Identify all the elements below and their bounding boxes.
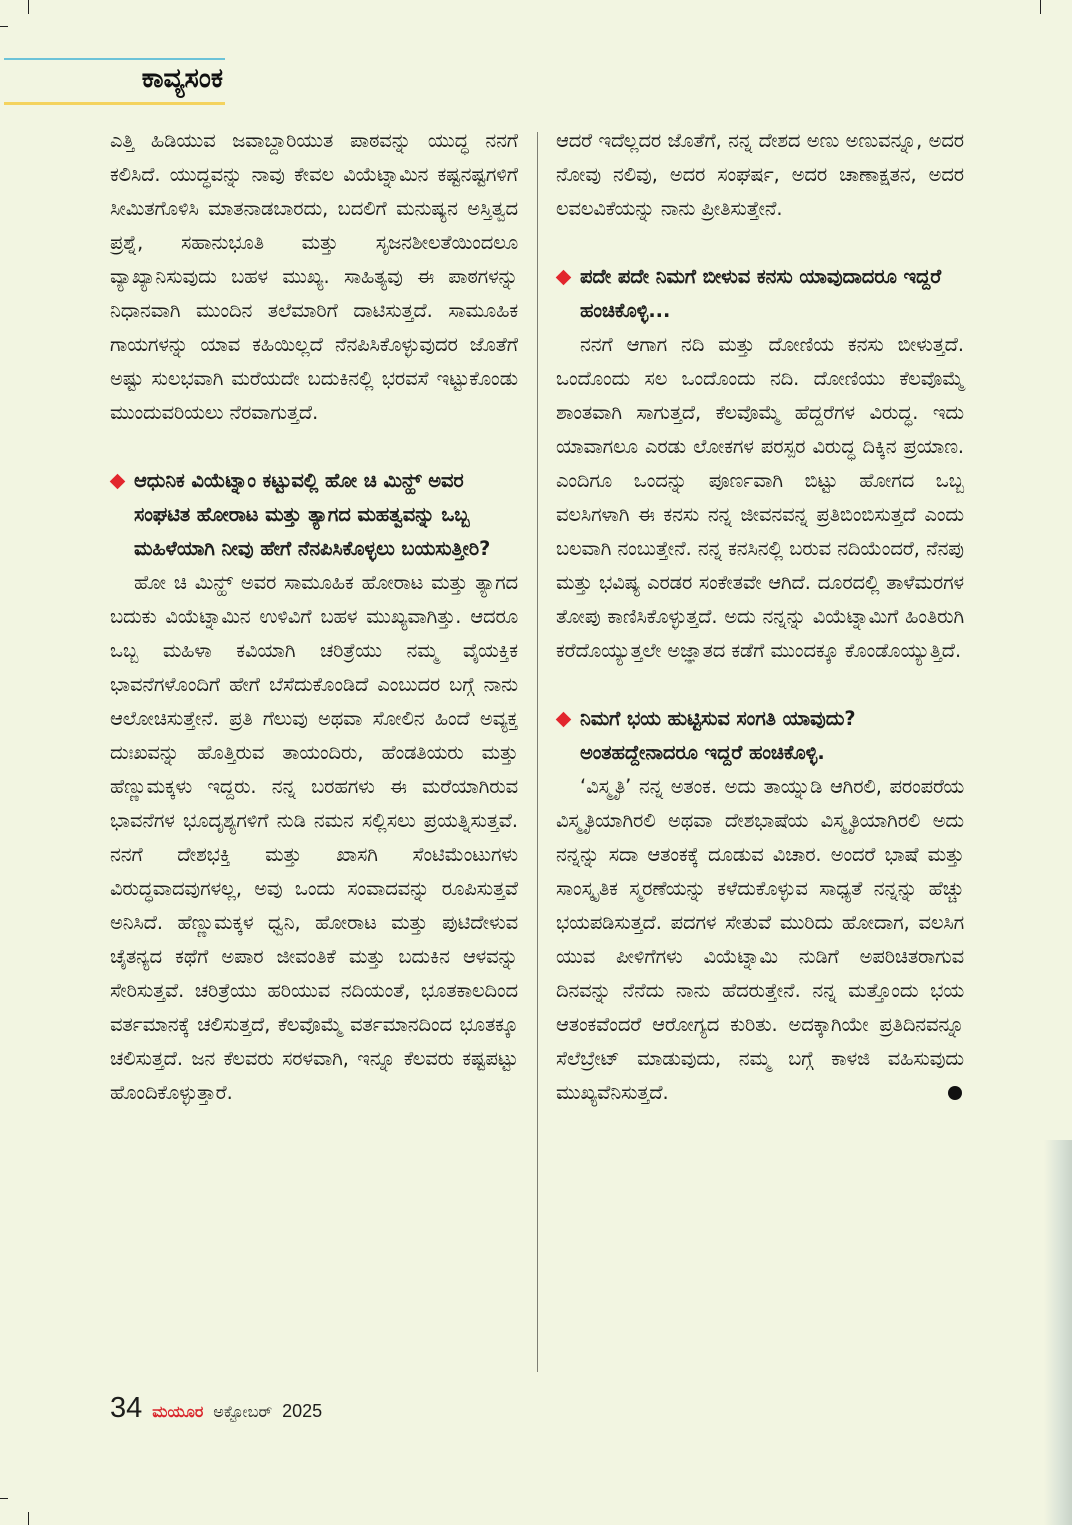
question-3 <box>556 702 964 770</box>
right-paragraph-1: ಆದರೆ ಇದೆಲ್ಲದರ ಜೊತೆಗೆ, ನನ್ನ ದೇಶದ ಅಣು ಅಣುವನ್ನೂ, ಅದರ ನೋವು ನಲಿವು, ಅದರ ಸಂಘರ್ಷ, ಅದರ ಚಾಣಾಕ್ಷತನ, ಅದರ ಲವಲವಿಕೆಯನ್ನು ನಾನು ಪ್ರೀತಿಸುತ್ತೇನೆ. <box>556 129 964 220</box>
crop-mark-left-lower <box>0 1498 8 1499</box>
answer-1: ಹೋ ಚಿ ಮಿನ್ಹ್ ಅವರ ಸಾಮೂಹಿಕ ಹೋರಾಟ ಮತ್ತು ತ್ಯಾಗದ ಬದುಕು ವಿಯೆಟ್ನಾಮಿನ ಉಳಿವಿಗೆ ಬಹಳ ಮುಖ್ಯವಾಗಿತ್ತು. ಆದರೂ ಒಬ್ಬ ಮಹಿಳಾ ಕವಿಯಾಗಿ ಚರಿತ್ರೆಯು ನಮ್ಮ ವೈಯಕ್ತಿಕ ಭಾವನೆಗಳೊಂದಿಗೆ ಹೇಗೆ ಬೆಸೆದುಕೊಂಡಿದೆ ಎಂಬುದರ ಬಗ್ಗೆ ನಾನು ಆಲೋಚಿಸುತ್ತೇನೆ. ಪ್ರತಿ ಗೆಲುವು ಅಥವಾ ಸೋಲಿನ ಹಿಂದೆ ಅವ್ಯಕ್ತ ದುಃಖವನ್ನು ಹೊತ್ತಿರುವ ತಾಯಂದಿರು, ಹೆಂಡತಿಯರು ಮತ್ತು ಹೆಣ್ಣುಮಕ್ಕಳು ಇದ್ದರು. ನನ್ನ ಬರಹಗಳು ಈ ಮರೆಯಾಗಿರುವ ಭಾವನೆಗಳ ಭೂದೃಶ್ಯಗಳಿಗೆ ನುಡಿ ನಮನ ಸಲ್ಲಿಸಲು ಪ್ರಯತ್ನಿಸುತ್ತವೆ. ನನಗೆ ದೇಶಭಕ್ತಿ ಮತ್ತು ಖಾಸಗಿ ಸೆಂಟಿಮೆಂಟುಗಳು ವಿರುದ್ಧವಾದವುಗಳಲ್ಲ, ಅವು ಒಂದು ಸಂವಾದವನ್ನು ರೂಪಿಸುತ್ತವೆ ಅನಿಸಿದೆ. ಹೆಣ್ಣುಮಕ್ಕಳ ಧ್ವನಿ, ಹೋರಾಟ ಮತ್ತು ಪುಟಿದೇಳುವ ಚೈತನ್ಯದ ಕಥೆಗೆ ಅಪಾರ ಜೀವಂತಿಕೆ ಮತ್ತು ಬದುಕಿನ ಆಳವನ್ನು ಸೇರಿಸುತ್ತವೆ. ಚರಿತ್ರೆಯು ಹರಿಯುವ ನದಿಯಂತೆ, ಭೂತಕಾಲದಿಂದ ವರ್ತಮಾನಕ್ಕೆ ಚಲಿಸುತ್ತದೆ, ಕೆಲವೊಮ್ಮೆ ವರ್ತಮಾನದಿಂದ ಭೂತಕ್ಕೂ ಚಲಿಸುತ್ತದೆ. ಜನ ಕೆಲವರು ಸರಳವಾಗಿ, ಇನ್ನೂ ಕೆಲವರು ಕಷ್ಟಪಟ್ಟು ಹೊಂದಿಕೊಳ್ಳುತ್ತಾರೆ. <box>110 571 518 1104</box>
question-2 <box>556 260 964 328</box>
page-edge-shadow <box>1044 1140 1072 1525</box>
page-footer <box>110 1392 322 1425</box>
answer-3 <box>556 770 964 1110</box>
red-diamond-bullet-icon <box>556 270 572 286</box>
magazine-name: ಮಯೂರ <box>152 1402 204 1421</box>
answer-3-text: ‘ವಿಸ್ಮೃತಿ’ ನನ್ನ ಅತಂಕ. ಅದು ತಾಯ್ನುಡಿ ಆಗಿರಲಿ, ಪರಂಪರೆಯ ವಿಸ್ಮೃತಿಯಾಗಿರಲಿ ಅಥವಾ ದೇಶಭಾಷೆಯ ವಿಸ್ಮೃತಿಯಾಗಿರಲಿ ಅದು ನನ್ನನ್ನು ಸದಾ ಆತಂಕಕ್ಕೆ ದೂಡುವ ವಿಚಾರ. ಅಂದರೆ ಭಾಷೆ ಮತ್ತು ಸಾಂಸ್ಕೃತಿಕ ಸ್ಮರಣೆಯನ್ನು ಕಳೆದುಕೊಳ್ಳುವ ಸಾಧ್ಯತೆ ನನ್ನನ್ನು ಹೆಚ್ಚು ಭಯಪಡಿಸುತ್ತದೆ. ಪದಗಳ ಸೇತುವೆ ಮುರಿದು ಹೋದಾಗ, ವಲಸಿಗ ಯುವ ಪೀಳಿಗೆಗಳು ವಿಯೆಟ್ನಾಮಿ ನುಡಿಗೆ ಅಪರಿಚಿತರಾಗುವ ದಿನವನ್ನು ನೆನೆದು ನಾನು ಹೆದರುತ್ತೇನೆ. ನನ್ನ ಮತ್ತೊಂದು ಭಯ ಆತಂಕವೆಂದರೆ ಆರೋಗ್ಯದ ಕುರಿತು. ಅದಕ್ಕಾಗಿಯೇ ಪ್ರತಿದಿನವನ್ನೂ ಸೆಲೆಬ್ರೇಟ್ ಮಾಡುವುದು, ನಮ್ಮ ಬಗ್ಗೆ ಕಾಳಜಿ ವಹಿಸುವುದು ಮುಖ್ಯವೆನಿಸುತ್ತದೆ. <box>556 775 964 1104</box>
end-of-article-dot-icon <box>948 1086 962 1100</box>
left-column <box>110 124 518 1110</box>
header-rule-bottom <box>4 102 225 105</box>
column-divider <box>537 132 538 1372</box>
left-paragraph-1: ಎತ್ತಿ ಹಿಡಿಯುವ ಜವಾಬ್ದಾರಿಯುತ ಪಾಠವನ್ನು ಯುದ್ಧ ನನಗೆ ಕಲಿಸಿದೆ. ಯುದ್ಧವನ್ನು ನಾವು ಕೇವಲ ವಿಯೆಟ್ನಾಮಿನ ಕಷ್ಟನಷ್ಟಗಳಿಗೆ ಸೀಮಿತಗೊಳಿಸಿ ಮಾತನಾಡಬಾರದು, ಬದಲಿಗೆ ಮನುಷ್ಯನ ಅಸ್ತಿತ್ವದ ಪ್ರಶ್ನೆ, ಸಹಾನುಭೂತಿ ಮತ್ತು ಸೃಜನಶೀಲತೆಯಿಂದಲೂ ವ್ಯಾಖ್ಯಾನಿಸುವುದು ಬಹಳ ಮುಖ್ಯ. ಸಾಹಿತ್ಯವು ಈ ಪಾಠಗಳನ್ನು ನಿಧಾನವಾಗಿ ಮುಂದಿನ ತಲೆಮಾರಿಗೆ ದಾಟಿಸುತ್ತದೆ. ಸಾಮೂಹಿಕ ಗಾಯಗಳನ್ನು ಯಾವ ಕಹಿಯಿಲ್ಲದೆ ನೆನಪಿಸಿಕೊಳ್ಳುವುದರ ಜೊತೆಗೆ ಅಷ್ಟು ಸುಲಭವಾಗಿ ಮರೆಯದೇ ಬದುಕಿನಲ್ಲಿ ಭರವಸೆ ಇಟ್ಟುಕೊಂಡು ಮುಂದುವರಿಯಲು ನೆರವಾಗುತ್ತದೆ. <box>110 129 518 424</box>
crop-mark-top-right <box>1040 0 1041 14</box>
section-header <box>4 58 225 105</box>
section-title: ಕಾವ್ಯಸಂಕ <box>141 63 223 94</box>
right-column <box>556 124 964 1110</box>
crop-mark-top-left <box>28 0 29 14</box>
question-1 <box>110 464 518 566</box>
question-2-text: ಪದೇ ಪದೇ ನಿಮಗೆ ಬೀಳುವ ಕನಸು ಯಾವುದಾದರೂ ಇದ್ದರೆ ಹಂಚಿಕೊಳ್ಳಿ... <box>580 265 942 322</box>
question-3-text: ನಿಮಗೆ ಭಯ ಹುಟ್ಟಿಸುವ ಸಂಗತಿ ಯಾವುದು? ಅಂತಹದ್ದೇನಾದರೂ ಇದ್ದರೆ ಹಂಚಿಕೊಳ್ಳಿ. <box>580 707 856 764</box>
question-1-text: ಆಧುನಿಕ ವಿಯೆಟ್ನಾಂ ಕಟ್ಟುವಲ್ಲಿ ಹೋ ಚಿ ಮಿನ್ಹ್ ಅವರ ಸಂಘಟಿತ ಹೋರಾಟ ಮತ್ತು ತ್ಯಾಗದ ಮಹತ್ವವನ್ನು ಒಬ್ಬ ಮಹಿಳೆಯಾಗಿ ನೀವು ಹೇಗೆ ನೆನಪಿಸಿಕೊಳ್ಳಲು ಬಯಸುತ್ತೀರಿ? <box>134 469 491 560</box>
answer-2: ನನಗೆ ಆಗಾಗ ನದಿ ಮತ್ತು ದೋಣಿಯ ಕನಸು ಬೀಳುತ್ತದೆ. ಒಂದೊಂದು ಸಲ ಒಂದೊಂದು ನದಿ. ದೋಣಿಯು ಕೆಲವೊಮ್ಮೆ ಶಾಂತವಾಗಿ ಸಾಗುತ್ತದೆ, ಕೆಲವೊಮ್ಮೆ ಹೆದ್ದರೆಗಳ ವಿರುದ್ಧ. ಇದು ಯಾವಾಗಲೂ ಎರಡು ಲೋಕಗಳ ಪರಸ್ಪರ ವಿರುದ್ಧ ದಿಕ್ಕಿನ ಪ್ರಯಾಣ. ಎಂದಿಗೂ ಒಂದನ್ನು ಪೂರ್ಣವಾಗಿ ಬಿಟ್ಟು ಹೋಗದ ಒಬ್ಬ ವಲಸಿಗಳಾಗಿ ಈ ಕನಸು ನನ್ನ ಜೀವನವನ್ನ ಪ್ರತಿಬಿಂಬಿಸುತ್ತದೆ ಎಂದು ಬಲವಾಗಿ ನಂಬುತ್ತೇನೆ. ನನ್ನ ಕನಸಿನಲ್ಲಿ ಬರುವ ನದಿಯೆಂದರೆ, ನೆನಪು ಮತ್ತು ಭವಿಷ್ಯ ಎರಡರ ಸಂಕೇತವೇ ಆಗಿದೆ. ದೂರದಲ್ಲಿ ತಾಳೆಮರಗಳ ತೋಪು ಕಾಣಿಸಿಕೊಳ್ಳುತ್ತದೆ. ಅದು ನನ್ನನ್ನು ವಿಯೆಟ್ನಾಮಿಗೆ ಹಿಂತಿರುಗಿ ಕರೆದೊಯ್ಯುತ್ತಲೇ ಅಜ್ಞಾತದ ಕಡೆಗೆ ಮುಂದಕ್ಕೂ ಕೊಂಡೊಯ್ಯುತ್ತಿದೆ. <box>556 333 964 662</box>
red-diamond-bullet-icon <box>110 474 126 490</box>
issue-month: ಅಕ್ಟೋಬರ್ <box>213 1402 273 1421</box>
red-diamond-bullet-icon <box>556 712 572 728</box>
crop-mark-bottom-left <box>28 1512 29 1525</box>
crop-mark-left-upper <box>0 26 8 27</box>
page-number: 34 <box>110 1392 143 1424</box>
issue-year: 2025 <box>282 1401 323 1421</box>
